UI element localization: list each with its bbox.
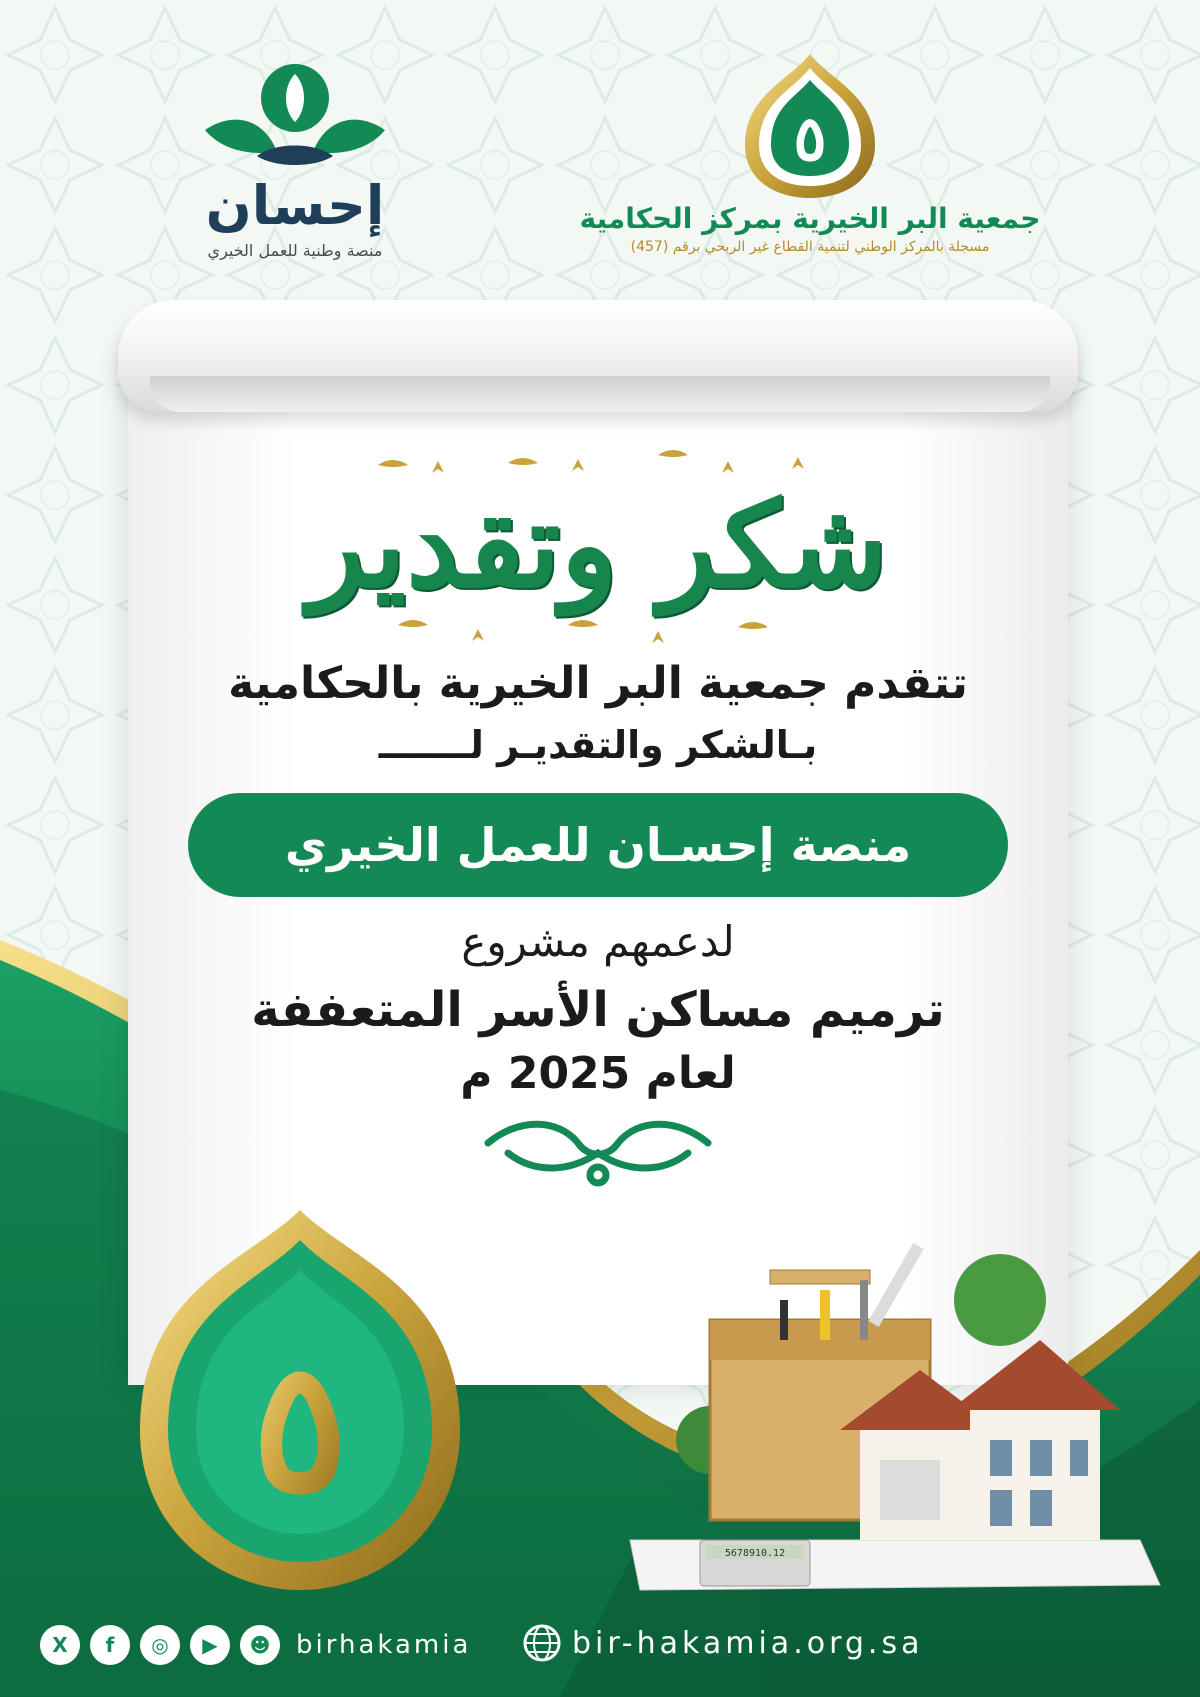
renovation-illustration: [620, 1240, 1180, 1600]
intro-line: تتقدم جمعية البر الخيرية بالحكامية: [228, 658, 968, 709]
footer: [0, 1615, 1200, 1685]
facebook-icon[interactable]: f: [90, 1625, 130, 1665]
bir-emblem-icon: [735, 50, 885, 200]
instagram-icon[interactable]: ◎: [140, 1625, 180, 1665]
support-line: لدعمهم مشروع: [461, 917, 735, 966]
calculator-display: 5678910.12: [724, 1548, 786, 1559]
ihsan-leaf-icon: [195, 60, 395, 170]
bir-name: جمعية البر الخيرية بمركز الحكامية: [579, 202, 1041, 235]
globe-icon: [522, 1623, 562, 1663]
ihsan-name: إحسان: [205, 174, 385, 237]
social-handle[interactable]: birhakamia: [296, 1630, 472, 1660]
project-name: ترميم مساكن الأسر المتعففة: [251, 982, 945, 1038]
bir-registration: مسجلة بالمركز الوطني لتنمية القطاع غير الربحي برقم (457): [630, 239, 990, 255]
year-line: لعام 2025 م: [460, 1048, 736, 1099]
snapchat-icon[interactable]: ☻: [240, 1625, 280, 1665]
youtube-icon[interactable]: ▶: [190, 1625, 230, 1665]
content-block: [128, 440, 1068, 1197]
bir-logo: [560, 50, 1060, 255]
calculator-icon: [700, 1540, 810, 1586]
ihsan-tagline: منصة وطنية للعمل الخيري: [207, 241, 383, 261]
ihsan-logo: [190, 60, 400, 260]
ornament-divider-icon: [478, 1113, 718, 1193]
gold-diacritics-decoration: [358, 445, 838, 645]
social-links: [40, 1625, 471, 1665]
recipient-banner: منصة إحسـان للعمل الخيري: [188, 793, 1008, 897]
website-url[interactable]: bir-hakamia.org.sa: [572, 1625, 924, 1661]
thanks-line: بـالشكر والتقديـر لـــــــ: [378, 723, 818, 767]
x-icon[interactable]: X: [40, 1625, 80, 1665]
website-link[interactable]: [522, 1623, 923, 1663]
svg-text:٥: ٥: [793, 102, 827, 175]
paper-roll-shadow: [150, 376, 1050, 412]
bir-3d-emblem-icon: [120, 1200, 480, 1600]
svg-text:٥: ٥: [251, 1322, 349, 1533]
calligraphy-text: شكر وتقدير: [308, 475, 888, 614]
calligraphy-title: [128, 440, 1068, 650]
